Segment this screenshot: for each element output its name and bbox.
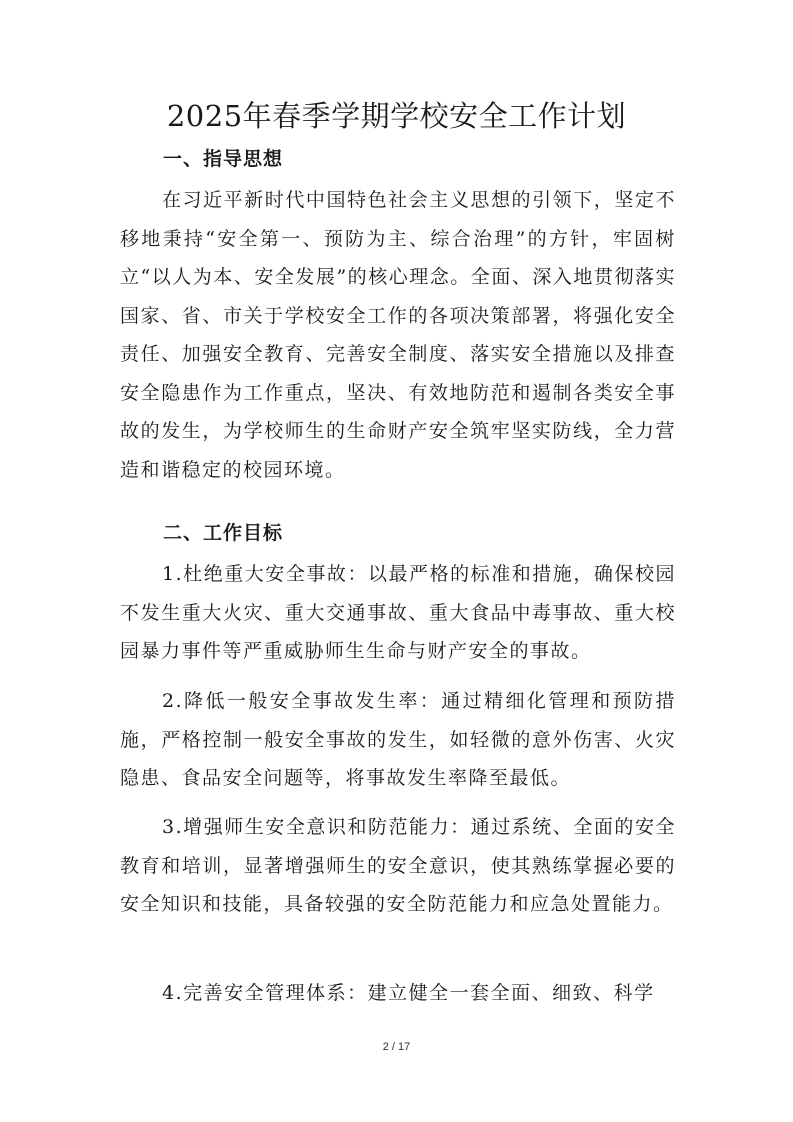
section-heading-work-goals: 二、工作目标 bbox=[163, 522, 284, 544]
paragraph-goal-3: 3.增强师生安全意识和防范能力：通过系统、全面的安全教育和培训，显著增强师生的安全意识，使其熟练掌握必要的安全知识和技能，具备较强的安全防范能力和应急处置能力。 bbox=[120, 816, 676, 915]
document-title: 2025年春季学期学校安全工作计划 bbox=[166, 99, 627, 133]
section-heading-guiding-ideology: 一、指导思想 bbox=[163, 148, 284, 170]
paragraph-goal-1: 1.杜绝重大安全事故：以最严格的标准和措施，确保校园不发生重大火灾、重大交通事故、重大食品中毒事故、重大校园暴力事件等严重威胁师生生命与财产安全的事故。 bbox=[120, 563, 676, 662]
paragraph-guiding-ideology: 在习近平新时代中国特色社会主义思想的引领下，坚定不移地秉持“安全第一、预防为主、综合治理”的方针，牢固树立“以人为本、安全发展”的核心理念。全面、深入地贯彻落实国家、省、市关于学校安全工作的各项决策部署，将强化安全责任、加强安全教育、完善安全制度、落实安全措施以及排查安全隐患作为工作重点，坚决、有效地防范和遏制各类安全事故的发生，为学校师生的生命财产安全筑牢坚实防线，全力营造和谐稳定的校园环境。 bbox=[120, 189, 676, 481]
paragraph-goal-2: 2.降低一般安全事故发生率：通过精细化管理和预防措施，严格控制一般安全事故的发生，如轻微的意外伤害、火灾隐患、食品安全问题等，将事故发生率降至最低。 bbox=[120, 690, 676, 789]
page-number: 2 / 17 bbox=[382, 1041, 411, 1053]
paragraph-goal-4: 4.完善安全管理体系：建立健全一套全面、细致、科学 bbox=[162, 982, 655, 1004]
